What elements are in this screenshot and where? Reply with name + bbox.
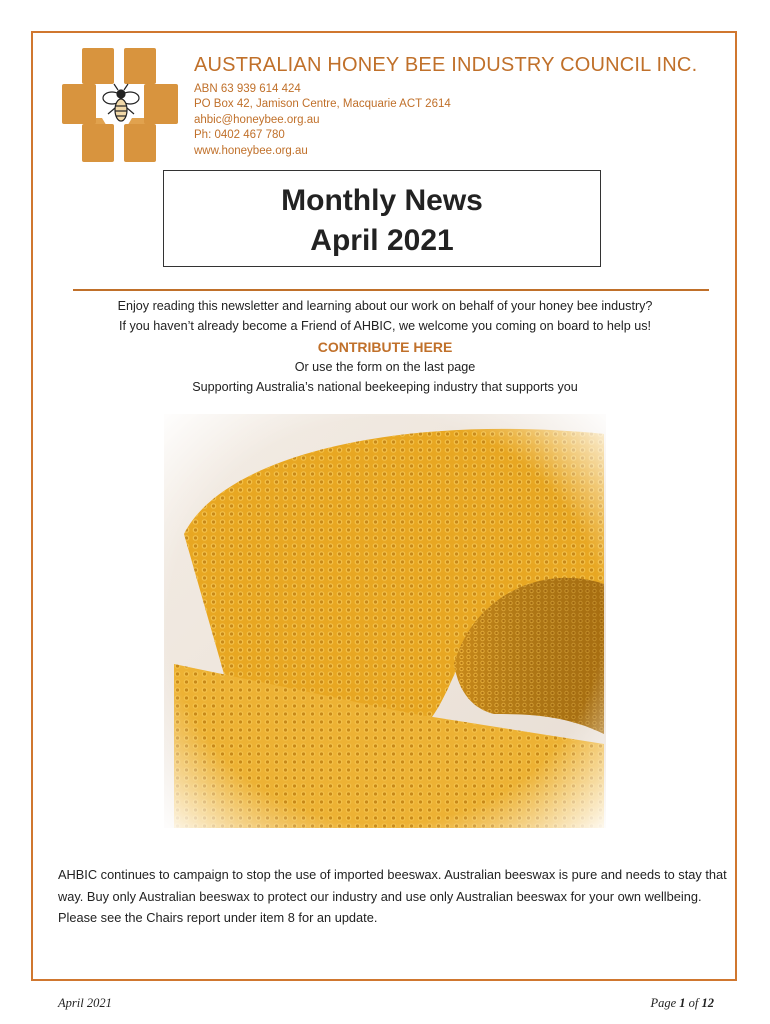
page-of: of <box>688 996 699 1010</box>
footer-date: April 2021 <box>58 996 112 1010</box>
page-number <box>650 996 714 1011</box>
intro-line: If you haven’t already become a Friend of AHBIC, we welcome you coming on board to help us! <box>118 318 652 333</box>
intro-line: Enjoy reading this newsletter and learning about our work on behalf of your honey bee industry? <box>117 299 653 313</box>
page-total: 12 <box>701 996 714 1010</box>
page-current: 1 <box>679 996 686 1010</box>
abn: ABN 63 939 614 424 <box>194 83 301 95</box>
page-label: Page <box>650 996 677 1010</box>
bee-icon <box>103 84 139 121</box>
postal-address: PO Box 42, Jamison Centre, Macquarie ACT 2614 <box>194 98 451 111</box>
intro-line: Or use the form on the last page <box>294 360 476 374</box>
intro-line: Supporting Australia’s national beekeeping industry that supports you <box>192 379 578 394</box>
intro-text <box>40 297 730 397</box>
newsletter-title: Monthly News <box>281 184 483 217</box>
org-details <box>194 82 451 159</box>
beeswax-foundation-photo <box>164 414 606 828</box>
newsletter-title-box <box>163 170 601 267</box>
contribute-link[interactable]: CONTRIBUTE HERE <box>317 339 453 355</box>
body-paragraph: AHBIC continues to campaign to stop the use of imported beeswax. Australian beeswax is pure and needs to stay that way. Buy only Australian beeswax to protect our industry and use only Australian beeswax for your own wellbeing. Please see the Chairs report under item 8 for an update. <box>58 867 727 925</box>
phone-number: Ph: 0402 467 780 <box>194 129 285 142</box>
divider-rule <box>73 289 709 291</box>
website-link[interactable]: www.honeybee.org.au <box>194 144 308 157</box>
org-name: AUSTRALIAN HONEY BEE INDUSTRY COUNCIL INC. <box>194 54 698 76</box>
newsletter-date: April 2021 <box>310 224 454 257</box>
email-link[interactable]: ahbic@honeybee.org.au <box>194 113 320 126</box>
honeycomb-bee-logo <box>60 46 180 166</box>
